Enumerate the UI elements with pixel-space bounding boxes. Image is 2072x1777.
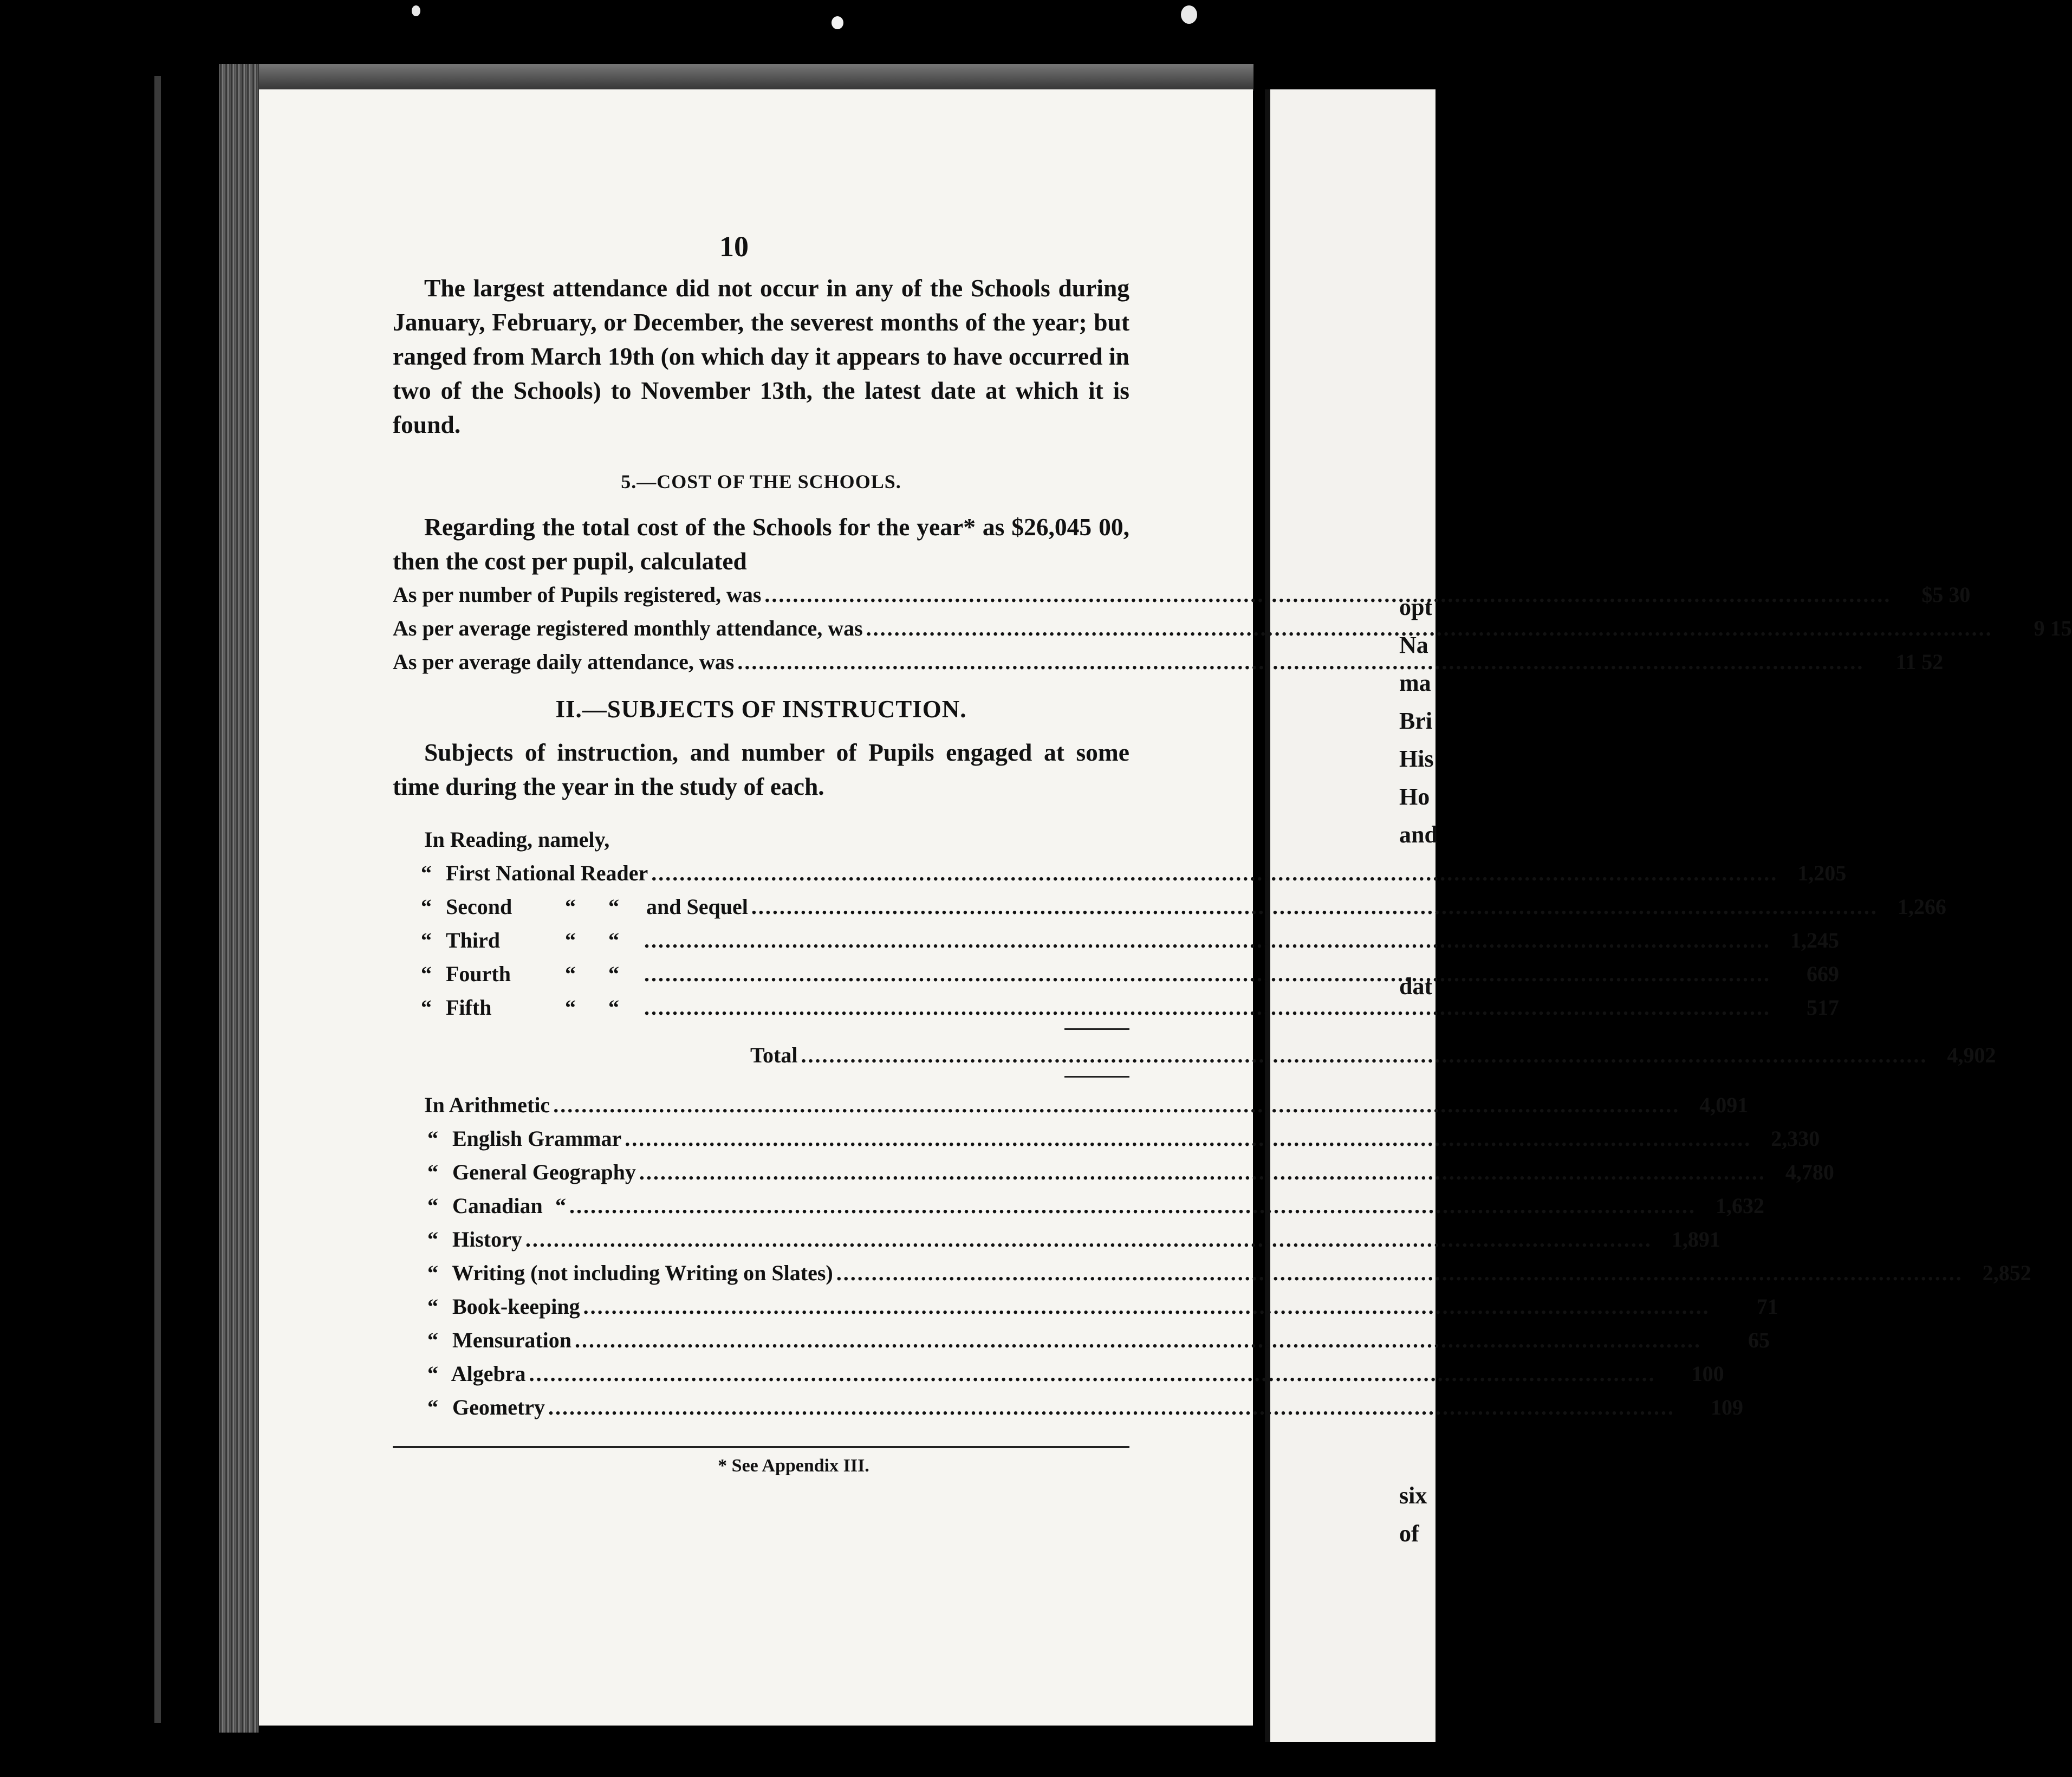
- subject-value: 4,780: [1785, 1160, 1834, 1184]
- leader-dots: [553, 1088, 1680, 1122]
- reading-row: [393, 991, 1839, 1024]
- reader-suffix: and Sequel: [646, 894, 748, 919]
- subject-value: 4,091: [1699, 1093, 1749, 1117]
- sum-rule: [1064, 1028, 1129, 1030]
- ditto-mark: “: [555, 1194, 566, 1218]
- reading-row-value: 1,266: [1897, 894, 1946, 919]
- right-page-word: Ho: [1399, 783, 1430, 810]
- ditto-mark: “: [427, 1194, 438, 1218]
- subject-row: [393, 1189, 1764, 1223]
- leader-dots: [764, 578, 1891, 612]
- subject-name: Geometry: [452, 1395, 545, 1419]
- total-label: Total: [750, 1043, 798, 1067]
- ditto-mark: “: [421, 995, 432, 1020]
- reader-name: Third: [446, 928, 501, 952]
- reader-name: First National Reader: [446, 861, 648, 885]
- right-page-word: opt: [1399, 594, 1433, 620]
- reading-row-label: [421, 857, 648, 890]
- subject-label: [427, 1290, 580, 1324]
- leader-dots: [644, 924, 1771, 957]
- right-page-word: of: [1399, 1520, 1419, 1547]
- subject-label: [427, 1357, 526, 1391]
- reading-row-label: [421, 924, 641, 957]
- book-shadow-strip: [154, 76, 161, 1723]
- book-top-edge: [219, 64, 1253, 91]
- ditto-mark: “: [427, 1227, 438, 1251]
- leader-dots: [836, 1256, 1963, 1290]
- leader-dots: [548, 1391, 1675, 1424]
- subject-row: [393, 1122, 1820, 1156]
- reading-row: [393, 924, 1839, 957]
- leader-dots: [866, 612, 1993, 645]
- ditto-mark: “: [421, 861, 432, 885]
- footnote-rule: [393, 1446, 1129, 1448]
- instruction-paragraph: Subjects of instruction, and number of Pupils engaged at some time during the year in the study of each.: [393, 738, 1129, 800]
- reading-row-label: [421, 957, 641, 991]
- subject-name: Canadian: [452, 1194, 543, 1218]
- subject-label: In Arithmetic: [424, 1093, 550, 1117]
- right-page-word: Bri: [1399, 708, 1433, 734]
- leader-dots: [639, 1156, 1766, 1189]
- subject-row: [393, 1223, 1720, 1256]
- total-value: 4,902: [1947, 1043, 1996, 1067]
- reading-total-row: [393, 1039, 1996, 1072]
- ditto-mark: “: [421, 894, 432, 919]
- page-number: 10: [719, 230, 749, 263]
- subject-name: General Geography: [452, 1160, 636, 1184]
- subject-name: English Grammar: [452, 1126, 622, 1151]
- scan-speck: [412, 5, 420, 16]
- ditto-mark: “: [427, 1261, 438, 1285]
- ditto-mark: “ “: [565, 962, 619, 986]
- ditto-mark: “: [427, 1395, 438, 1419]
- ditto-mark: “ “: [565, 894, 619, 919]
- reading-row-value: 1,205: [1797, 861, 1847, 885]
- ditto-mark: “: [427, 1294, 438, 1319]
- subject-row: [393, 1324, 1770, 1357]
- right-page-word: dat: [1399, 973, 1433, 1000]
- subject-label: [427, 1189, 566, 1223]
- leader-dots: [801, 1039, 1927, 1072]
- subject-name: Algebra: [451, 1361, 526, 1386]
- footnote: * See Appendix III.: [718, 1456, 869, 1476]
- leader-dots: [529, 1357, 1656, 1391]
- subject-row: [393, 1290, 1778, 1324]
- reading-intro-label: In Reading, namely,: [424, 827, 610, 852]
- subject-label: [427, 1156, 636, 1189]
- right-page-word: ma: [1399, 670, 1431, 696]
- subject-name: Mensuration: [452, 1328, 571, 1352]
- cost-row-value: 9 15: [2034, 616, 2072, 640]
- subject-label: [427, 1223, 522, 1256]
- reading-row: [393, 890, 1946, 924]
- leader-dots: [651, 857, 1778, 890]
- subject-label: [427, 1122, 621, 1156]
- leader-dots: [644, 991, 1771, 1024]
- subject-name: Writing (not including Writing on Slates): [452, 1261, 833, 1285]
- reading-row: [393, 857, 1847, 890]
- ditto-mark: “: [427, 1160, 438, 1184]
- reader-name: Fourth: [446, 962, 511, 986]
- reading-row-value: 1,245: [1790, 928, 1839, 952]
- subject-name: Book-keeping: [452, 1294, 580, 1319]
- subjects-list: [393, 1088, 2031, 1424]
- reader-name: Fifth: [446, 995, 492, 1020]
- subject-row: [393, 1357, 1724, 1391]
- subject-value: 71: [1756, 1294, 1778, 1319]
- cost-row-label: As per number of Pupils registered, was: [393, 582, 762, 607]
- subject-value: 2,852: [1982, 1261, 2031, 1285]
- reader-name: Second: [446, 894, 512, 919]
- subject-row: [393, 1256, 2031, 1290]
- reading-row-value: 517: [1807, 995, 1839, 1020]
- intro-paragraph: The largest attendance did not occur in any of the Schools during January, February, or December, the severest months of the year; but ranged from March 19th (on which day it appears to have occurred in two of the Schools) to November 13th, the latest date at which it is found.: [393, 274, 1129, 438]
- subject-label: [427, 1256, 833, 1290]
- cost-paragraph: Regarding the total cost of the Schools for the year* as $26,045 00, then the cost per pupil, calculated: [393, 513, 1129, 575]
- subject-value: 1,632: [1716, 1194, 1764, 1218]
- ditto-mark: “: [427, 1361, 438, 1386]
- leader-dots: [737, 645, 1864, 679]
- subject-name: History: [452, 1227, 522, 1251]
- ditto-mark: “: [421, 962, 432, 986]
- subject-value: 65: [1748, 1328, 1770, 1352]
- cost-row-value: $5 30: [1921, 582, 1971, 607]
- subject-value: 2,330: [1771, 1126, 1820, 1151]
- instruction-section-heading: II.—SUBJECTS OF INSTRUCTION.: [555, 696, 967, 723]
- subject-row: [393, 1088, 1749, 1122]
- right-page-word: six: [1399, 1482, 1427, 1509]
- reading-row-value: 669: [1807, 962, 1839, 986]
- leader-dots: [644, 957, 1771, 991]
- subject-value: 109: [1711, 1395, 1744, 1419]
- subject-label: [427, 1324, 571, 1357]
- subject-row: [393, 1156, 1834, 1189]
- book-page-edges: [219, 64, 259, 1733]
- reading-row-label: [421, 991, 641, 1024]
- leader-dots: [525, 1223, 1652, 1256]
- subject-row: [393, 1391, 1744, 1424]
- leader-dots: [575, 1324, 1701, 1357]
- ditto-mark: “: [427, 1126, 438, 1151]
- subject-value: 100: [1691, 1361, 1724, 1386]
- right-page-word: Na: [1399, 632, 1428, 658]
- right-page-word: His: [1399, 745, 1434, 772]
- ditto-mark: “ “: [565, 995, 619, 1020]
- leader-dots: [583, 1290, 1710, 1324]
- leader-dots: [751, 890, 1878, 924]
- scan-speck: [832, 16, 843, 29]
- scan-speck: [1181, 5, 1197, 24]
- subject-value: 1,891: [1671, 1227, 1720, 1251]
- ditto-mark: “: [427, 1328, 438, 1352]
- leader-dots: [569, 1189, 1696, 1223]
- ditto-mark: “: [421, 928, 432, 952]
- reading-row-label: [421, 890, 748, 924]
- reading-intro: [393, 823, 1129, 857]
- cost-section-heading: 5.—COST OF THE SCHOOLS.: [621, 471, 901, 492]
- cost-row-value: 11 52: [1895, 650, 1944, 674]
- cost-row-label: As per average daily attendance, was: [393, 650, 735, 674]
- ditto-mark: “ “: [565, 928, 619, 952]
- total-rule: [1064, 1076, 1129, 1078]
- right-page-word: and: [1399, 821, 1438, 848]
- leader-dots: [625, 1122, 1751, 1156]
- cost-row-label: As per average registered monthly attendance, was: [393, 616, 863, 640]
- subject-label: [427, 1391, 545, 1424]
